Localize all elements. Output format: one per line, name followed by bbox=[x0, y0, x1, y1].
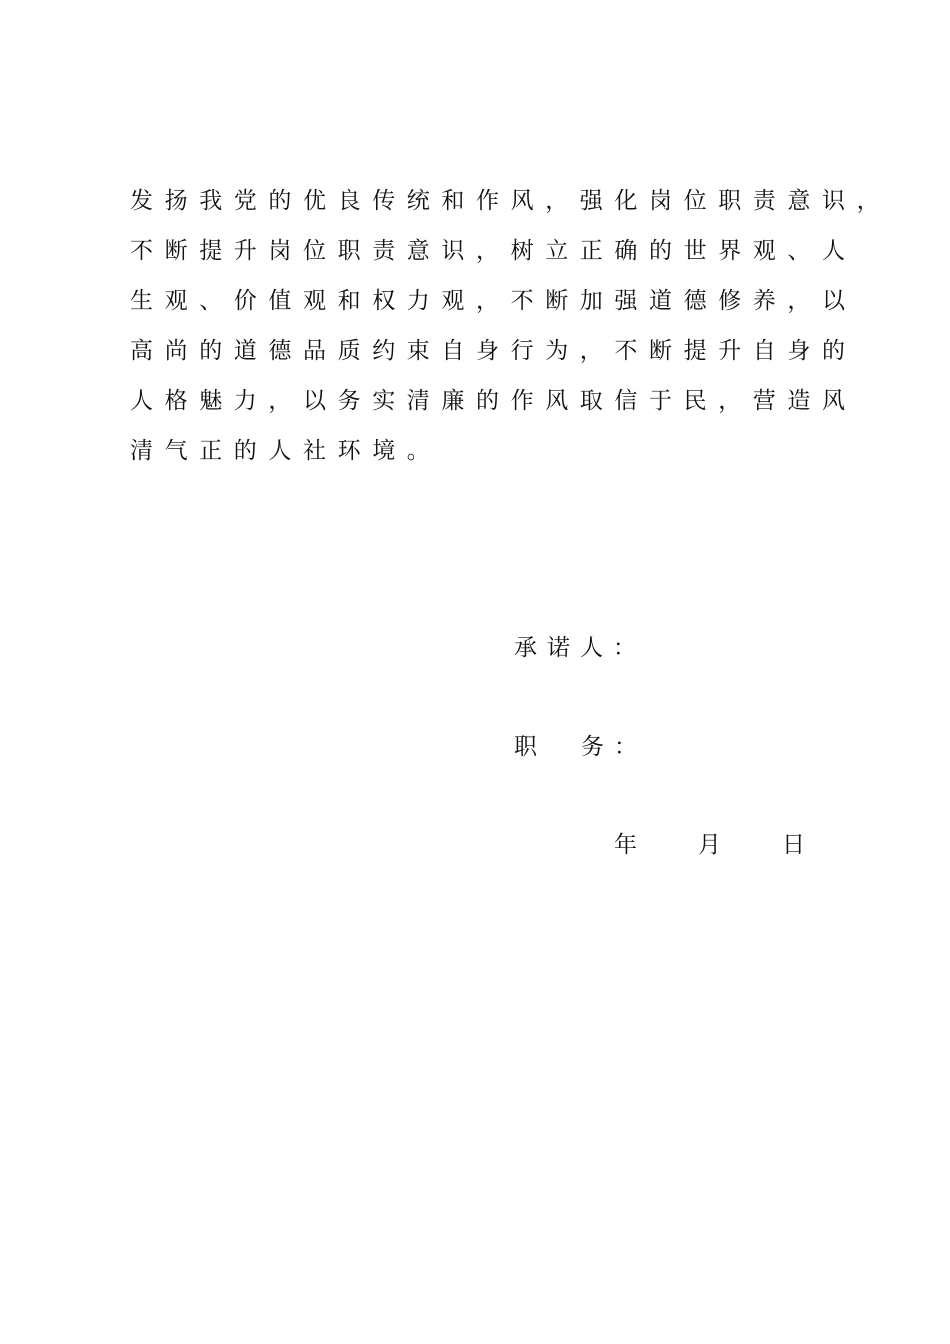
paragraph-line: 发扬我党的优良传统和作风，强化岗位职责意识， bbox=[130, 188, 892, 214]
promisor-label: 承诺人： bbox=[514, 635, 646, 661]
paragraph-line: 不断提升岗位职责意识，树立正确的世界观、人 bbox=[130, 238, 857, 264]
paragraph-line: 高尚的道德品质约束自身行为，不断提升自身的 bbox=[130, 338, 857, 364]
paragraph-line: 人格魅力，以务实清廉的作风取信于民，营造风 bbox=[130, 388, 857, 414]
date-line bbox=[614, 830, 805, 860]
month-label: 月 bbox=[698, 832, 721, 858]
day-label: 日 bbox=[782, 832, 805, 858]
duty-label-part-1: 职 bbox=[514, 734, 537, 760]
paragraph-line: 生观、价值观和权力观，不断加强道德修养，以 bbox=[130, 288, 857, 314]
commitment-paragraph bbox=[130, 176, 892, 476]
duty-label-part-2: 务： bbox=[581, 734, 647, 760]
duty-label bbox=[514, 732, 647, 762]
paragraph-line: 清气正的人社环境。 bbox=[130, 438, 442, 464]
year-label: 年 bbox=[614, 832, 637, 858]
